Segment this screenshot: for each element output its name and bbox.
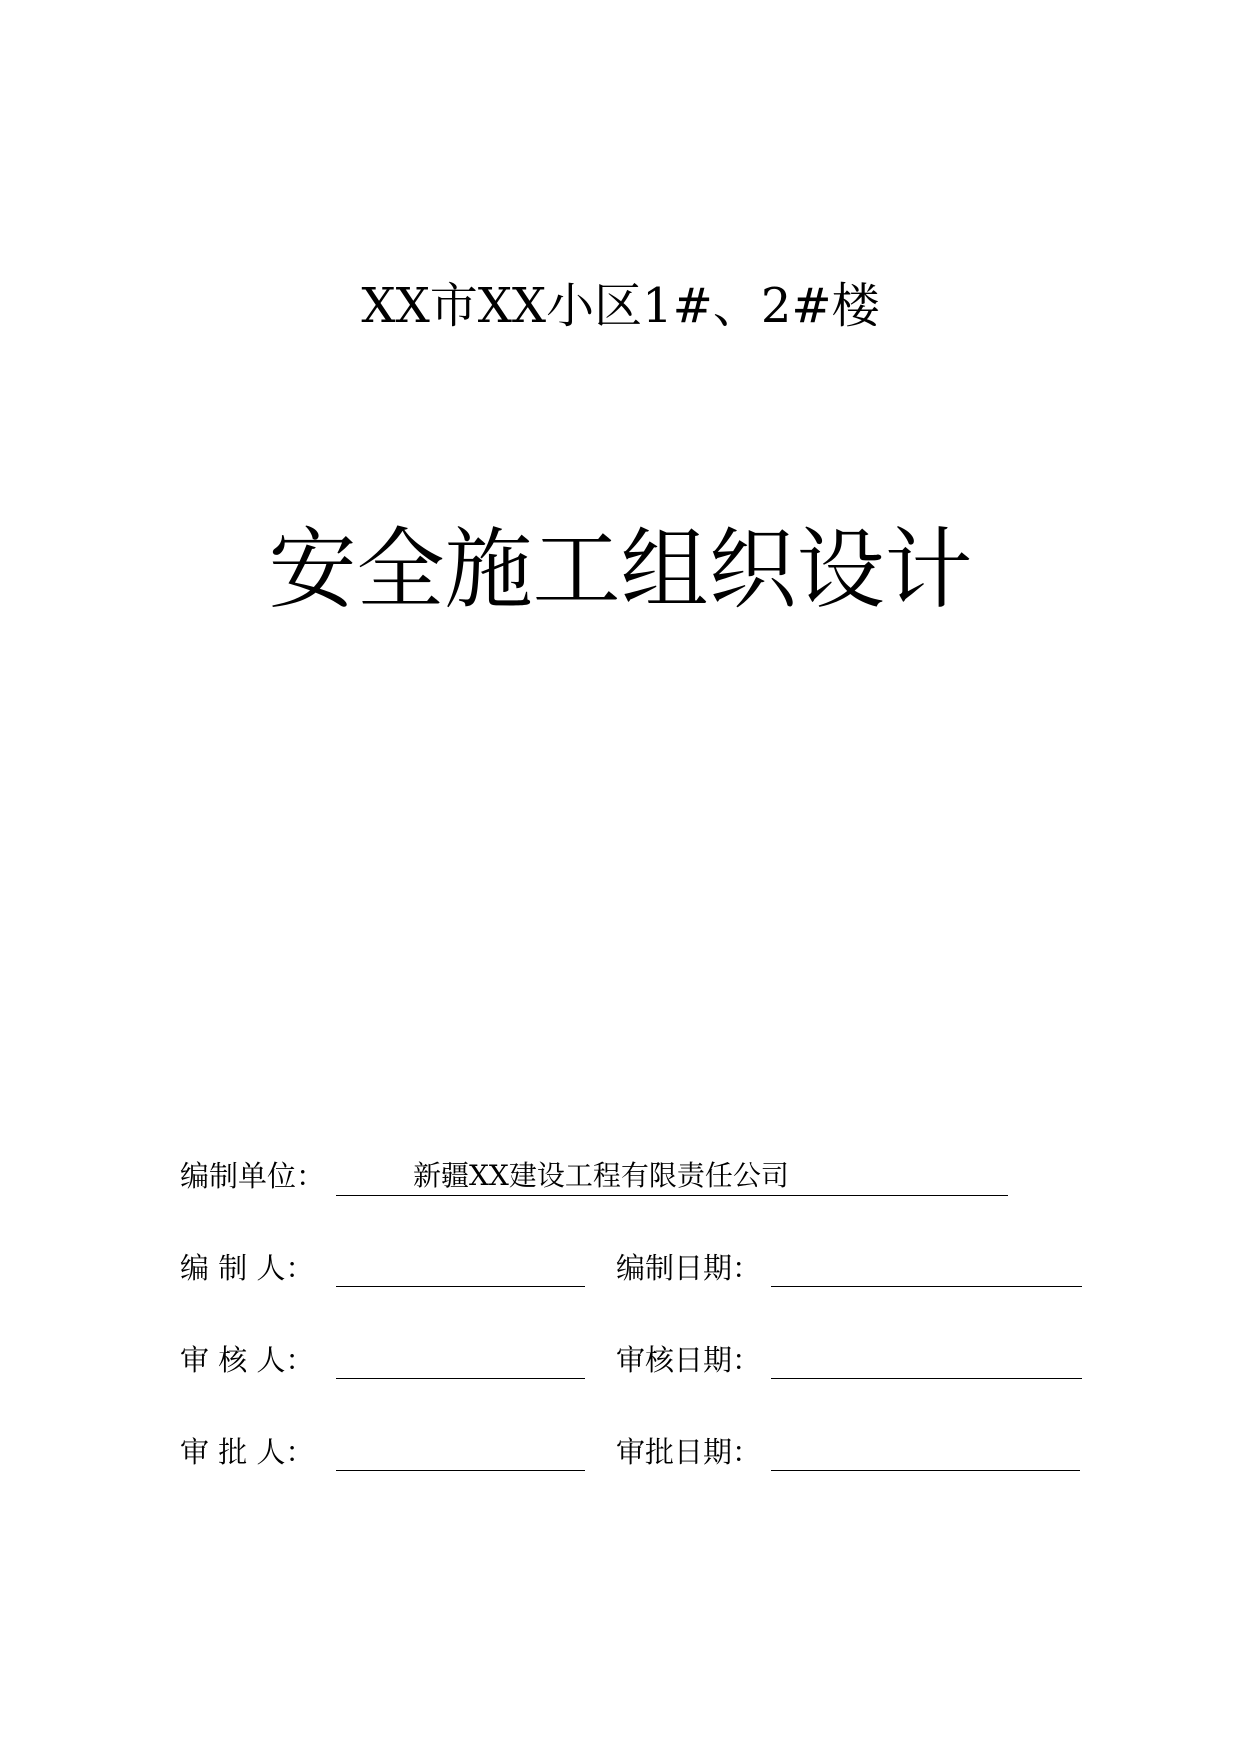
unit-label: 编制单位：	[180, 1159, 326, 1193]
reviewer-underline	[336, 1378, 585, 1379]
project-title: XX市XX小区1#、2#楼	[361, 278, 880, 334]
approver-label: 审 批 人：	[180, 1435, 315, 1469]
reviewer-label: 审 核 人：	[180, 1343, 315, 1377]
compiler-underline	[336, 1286, 585, 1287]
compiler-label: 编 制 人：	[180, 1251, 315, 1285]
approve-date-underline	[771, 1470, 1080, 1471]
unit-underline	[336, 1195, 1008, 1196]
approve-date-label: 审批日期：	[616, 1435, 762, 1469]
review-date-label: 审核日期：	[616, 1343, 762, 1377]
unit-value: 新疆XX建设工程有限责任公司	[413, 1159, 789, 1192]
compile-date-underline	[771, 1286, 1082, 1287]
document-title: 安全施工组织设计	[268, 518, 973, 621]
compile-date-label: 编制日期：	[616, 1251, 762, 1285]
approver-underline	[336, 1470, 585, 1471]
review-date-underline	[771, 1378, 1082, 1379]
